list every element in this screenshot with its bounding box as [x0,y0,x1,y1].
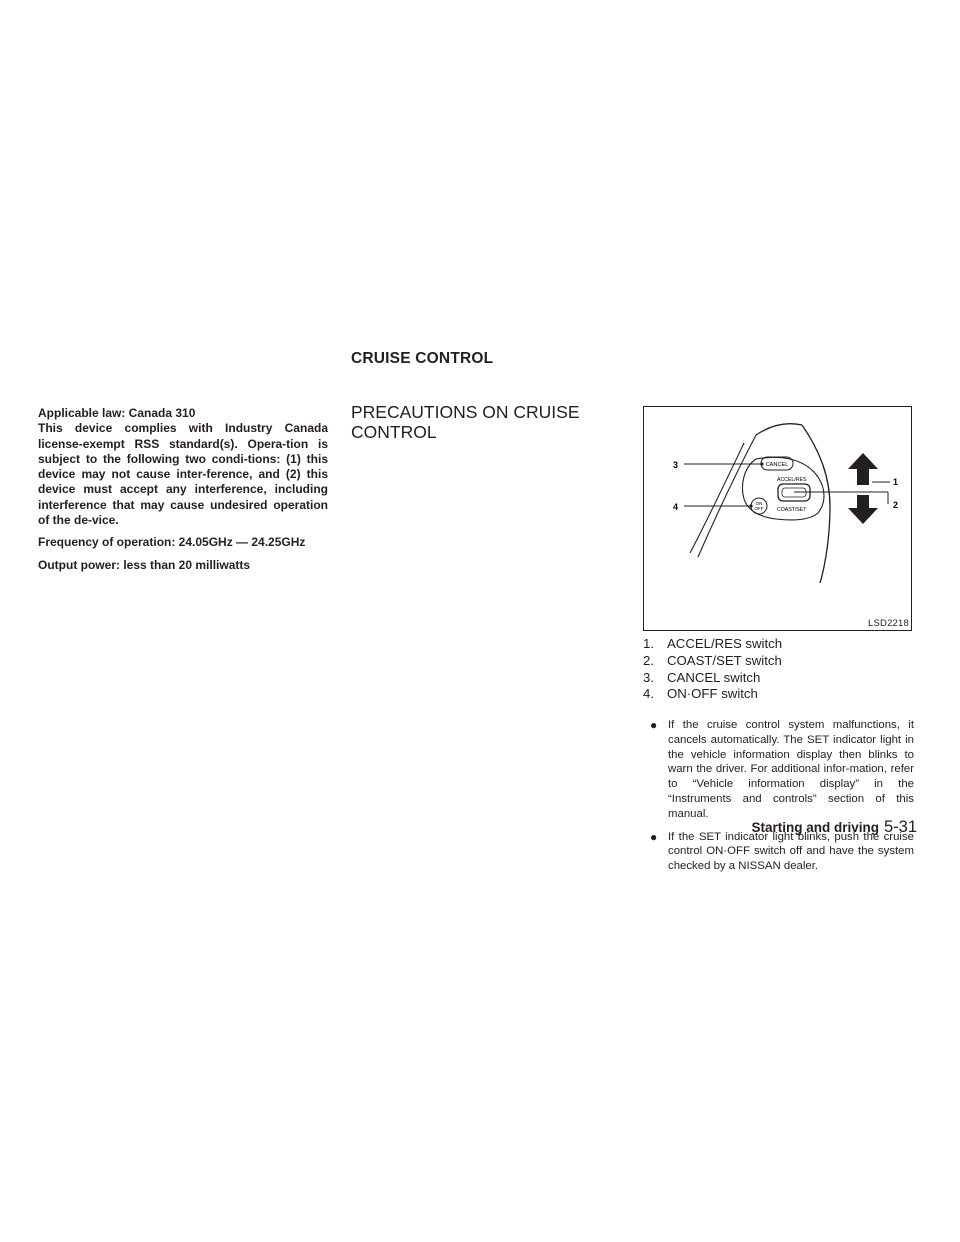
chapter-title: Starting and driving [751,820,879,835]
callout-list [643,636,913,703]
off-label: OFF [754,506,764,511]
callout-dot-3 [760,462,763,465]
callout-number-2: 2 [893,500,899,510]
page-footer [751,818,917,837]
steering-switch-illustration [644,407,911,630]
section-title: CRUISE CONTROL [351,350,494,367]
coast-set-label: COAST/SET [777,507,807,513]
bullet-text: If the cruise control system malfunctions, it cancels automatically. The SET indicator light in the vehicle information display then blinks to warn the driver. For additional infor-mation, refer to “Vehicle information display” in the “Instruments and controls” section of this manual. [668,719,914,820]
list-item [643,653,913,670]
callout-number-1: 1 [893,477,899,487]
accel-res-label: ACCEL/RES [777,477,807,483]
bullet-icon: ● [650,829,658,844]
callout-number-4: 4 [673,502,679,512]
cruise-switch-figure [643,406,912,631]
steering-rim-line-1 [698,435,756,557]
bullet-text: If the SET indicator light blinks, push the cruise control ON·OFF switch off and have the system checked by a NISSAN dealer. [668,830,914,873]
list-item-number: 1. [643,636,654,651]
list-item-label: ON·OFF switch [667,686,758,702]
page-number: 5-31 [883,818,917,836]
bullet-icon: ● [650,718,658,732]
arrow-down-icon [848,495,878,524]
callout-dot-4 [749,504,752,507]
applicable-law: Applicable law: Canada 310 [38,406,196,420]
steering-spoke-outline [756,424,802,435]
bullet-list [650,718,914,882]
left-column [38,406,328,580]
steering-spoke-edge [802,425,830,583]
list-item-label: ACCEL/RES switch [667,636,783,651]
list-item [643,670,913,687]
list-item [643,686,913,703]
figure-code: LSD2218 [867,618,909,629]
on-label: ON [755,501,763,506]
subsection-title: PRECAUTIONS ON CRUISE CONTROL [351,402,580,442]
compliance-statement: This device complies with Industry Canada license-exempt RSS standard(s). Opera-tion is subject to the following two condi-tions: (1) this device may not cause inter-ference, and (2) this device must accept any interference, including interference that may cause undesired operation of the de-vice. [38,421,328,528]
arrow-up-icon [848,453,878,485]
list-item [643,636,913,653]
output-power-statement: Output power: less than 20 milliwatts [38,557,251,572]
callout-number-3: 3 [673,460,679,470]
list-item-label: COAST/SET switch [667,652,782,668]
bullet-item [650,718,914,822]
list-item-label: CANCEL switch [667,669,761,685]
list-item-number: 2. [643,652,654,668]
frequency-statement: Frequency of operation: 24.05GHz — 24.25GHz [38,535,306,550]
list-item-number: 4. [643,686,654,702]
list-item-number: 3. [643,669,654,685]
steering-rim-line-2 [690,443,744,553]
cancel-label: CANCEL [765,462,789,468]
